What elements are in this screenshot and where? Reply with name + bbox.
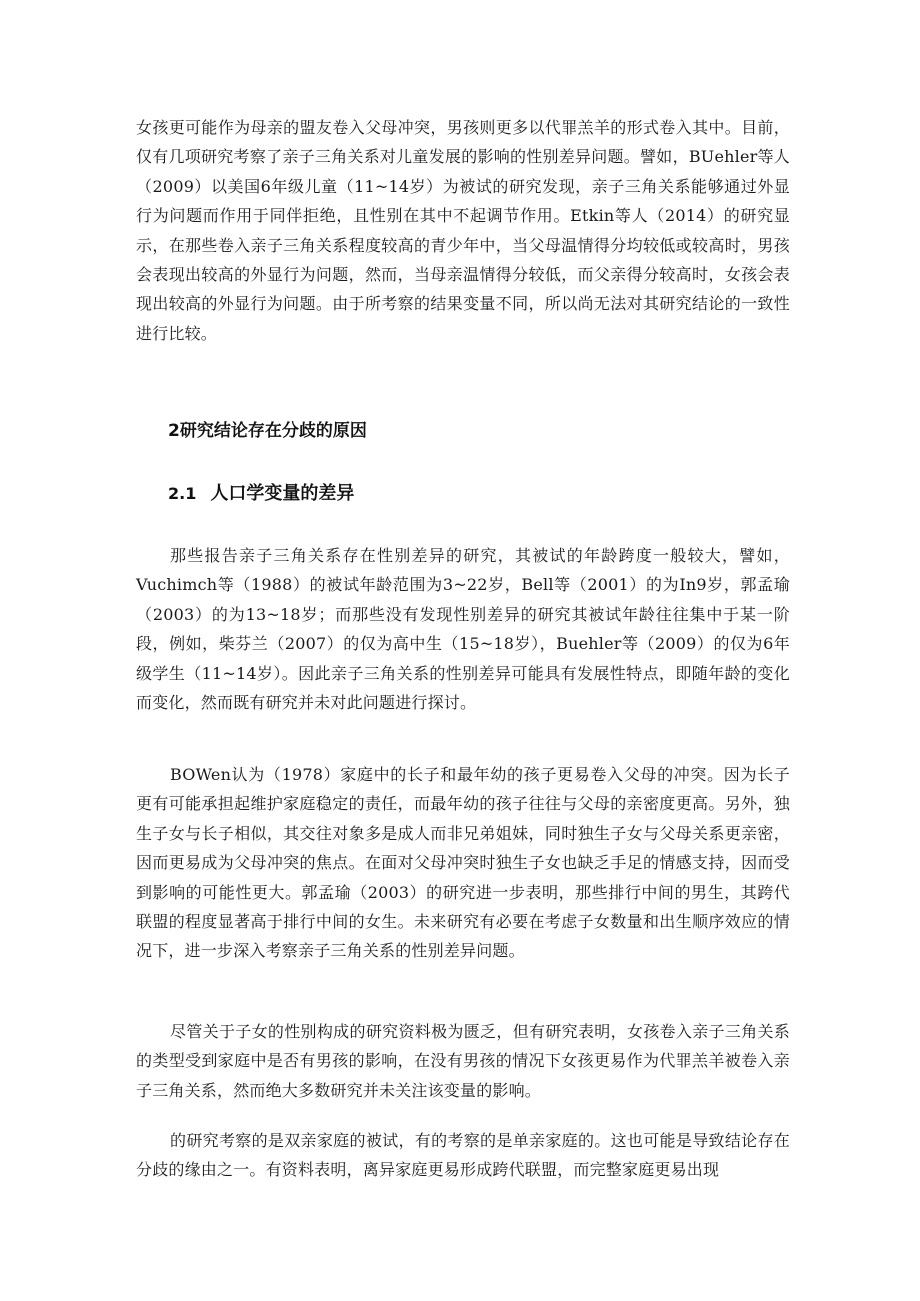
paragraph-family-structure: 的研究考察的是双亲家庭的被试，有的考察的是单亲家庭的。这也可能是导致结论存在分歧的缘由之一。有资料表明，离异家庭更易形成跨代联盟，而完整家庭更易出现 xyxy=(136,1131,790,1180)
section-heading: 2研究结论存在分歧的原因 xyxy=(168,421,367,441)
paragraph-birth-order: BOWen认为（1978）家庭中的长子和最年幼的孩子更易卷入父母的冲突。因为长子更有可能承担起维护家庭稳定的责任，而最年幼的孩子往往与父母的亲密度更高。另外，独生子女与长子相似，其交往对象多是成人而非兄弟姐妹，同时独生子女与父母关系更亲密，因而更易成为父母冲突的焦点。在面对父母冲突时独生子女也缺乏手足的情感支持，因而受到影响的可能性更大。郭孟瑜（2003）的研究进一步表明，那些排行中间的男生，其跨代联盟的程度显著高于排行中间的女生。未来研究有必要在考虑子女数量和出生顺序效应的情况下，进一步深入考察亲子三角关系的性别差异问题。 xyxy=(136,765,790,961)
subsection-title: 人口学变量的差异 xyxy=(210,483,355,504)
paragraph-age-span: 那些报告亲子三角关系存在性别差异的研究，其被试的年龄跨度一般较大，譬如，Vuchimch等（1988）的被试年龄范围为3~22岁，Bell等（2001）的为In9岁，郭孟瑜（2003）的为13~18岁；而那些没有发现性别差异的研究其被试年龄往往集中于某一阶段，例如，柴芬兰（2007）的仅为高中生（15~18岁），Buehler等（2009）的仅为6年级学生（11~14岁）。因此亲子三角关系的性别差异可能具有发展性特点，即随年龄的变化而变化，然而既有研究并未对此问题进行探讨。 xyxy=(136,546,790,713)
paragraph-gender-role: 女孩更可能作为母亲的盟友卷入父母冲突，男孩则更多以代罪羔羊的形式卷入其中。目前，仅有几项研究考察了亲子三角关系对儿童发展的影响的性别差异问题。譬如，BUehler等人（2009）以美国6年级儿童（11~14岁）为被试的研究发现，亲子三角关系能够通过外显行为问题而作用于同伴拒绝，且性别在其中不起调节作用。Etkin等人（2014）的研究显示，在那些卷入亲子三角关系程度较高的青少年中，当父母温情得分均较低或较高时，男孩会表现出较高的外显行为问题，然而，当母亲温情得分较低，而父亲得分较高时，女孩会表现出较高的外显行为问题。由于所考察的结果变量不同，所以尚无法对其研究结论的一致性进行比较。 xyxy=(136,118,790,343)
subsection-heading xyxy=(168,479,354,505)
subsection-number: 2.1 xyxy=(168,484,197,503)
paragraph-sibling-gender: 尽管关于子女的性别构成的研究资料极为匮乏，但有研究表明，女孩卷入亲子三角关系的类型受到家庭中是否有男孩的影响，在没有男孩的情况下女孩更易作为代罪羔羊被卷入亲子三角关系，然而绝大多数研究并未关注该变量的影响。 xyxy=(136,1022,790,1100)
